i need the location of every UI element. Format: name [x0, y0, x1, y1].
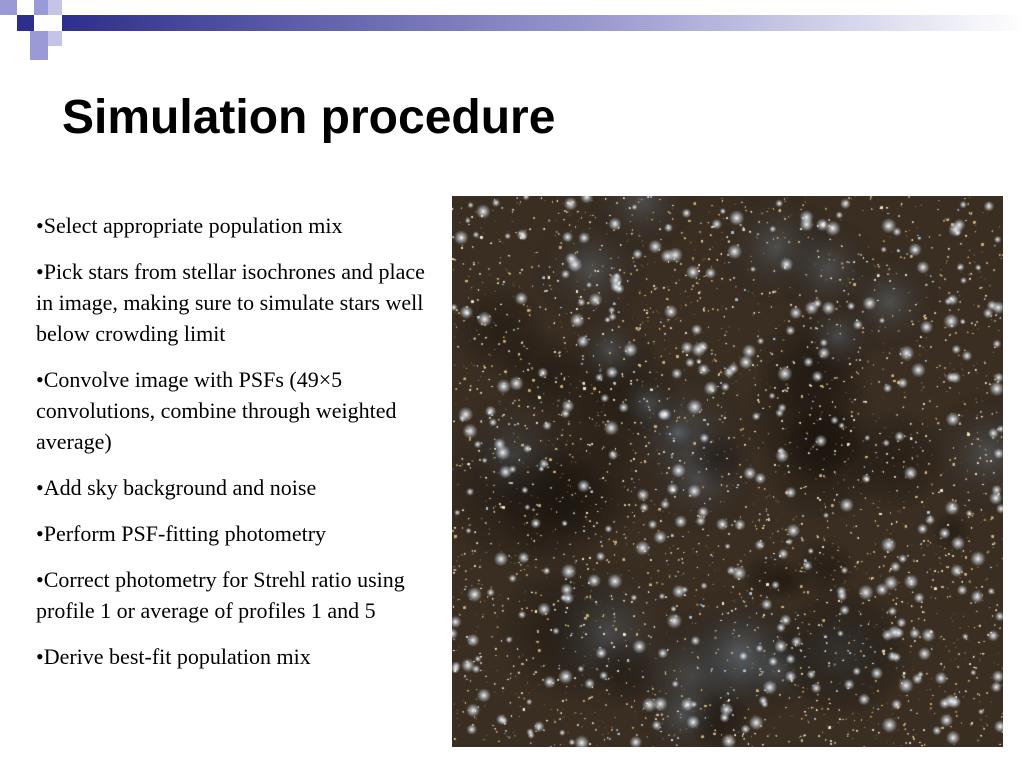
simulated-star-field-image	[452, 196, 1003, 747]
bullet-item: •Pick stars from stellar isochrones and place in image, making sure to simulate stars well below crowding limit	[36, 259, 425, 346]
bullet-item: •Add sky background and noise	[36, 475, 317, 500]
slide-title: Simulation procedure	[62, 91, 556, 144]
bullet-item: •Correct photometry for Strehl ratio using profile 1 or average of profiles 1 and 5	[36, 567, 405, 623]
bullet-item: •Perform PSF-fitting photometry	[36, 521, 327, 546]
bullet-list	[36, 210, 436, 687]
bullet-item: •Select appropriate population mix	[36, 213, 343, 238]
header-decoration	[0, 0, 1024, 62]
bullet-item: •Convolve image with PSFs (49×5 convolutions, combine through weighted average)	[36, 367, 397, 454]
bullet-item: •Derive best-fit population mix	[36, 644, 311, 669]
